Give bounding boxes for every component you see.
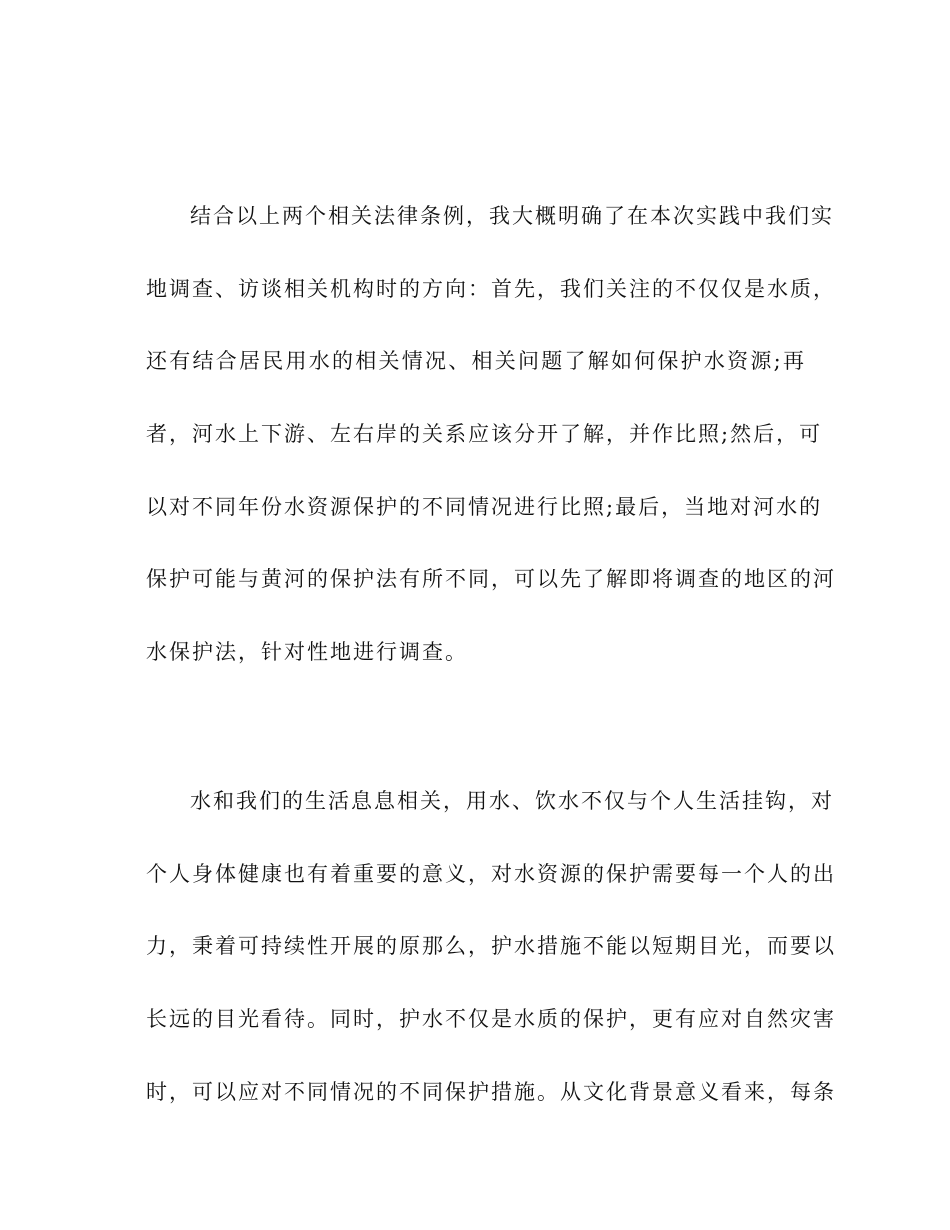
paragraph-line: 水保护法，针对性地进行调查。 bbox=[146, 640, 468, 665]
paragraph-2 bbox=[146, 785, 836, 1148]
paragraph-line: 个人身体健康也有着重要的意义，对水资源的保护需要每一个人的出 bbox=[146, 861, 836, 886]
paragraph-line: 时，可以应对不同情况的不同保护措施。从文化背景意义看来，每条 bbox=[146, 1079, 836, 1104]
paragraph-1 bbox=[146, 200, 836, 709]
paragraph-line: 力，秉着可持续性开展的原那么，护水措施不能以短期目光，而要以 bbox=[146, 934, 836, 959]
paragraph-line: 还有结合居民用水的相关情况、相关问题了解如何保护水资源;再 bbox=[146, 349, 806, 374]
paragraph-line: 结合以上两个相关法律条例，我大概明确了在本次实践中我们实 bbox=[190, 204, 834, 228]
paragraph-line: 保护可能与黄河的保护法有所不同，可以先了解即将调查的地区的河 bbox=[146, 567, 836, 592]
paragraph-line: 长远的目光看待。同时，护水不仅是水质的保护，更有应对自然灾害 bbox=[146, 1007, 836, 1032]
paragraph-line: 地调查、访谈相关机构时的方向：首先，我们关注的不仅仅是水质， bbox=[146, 276, 836, 301]
paragraph-line: 水和我们的生活息息相关，用水、饮水不仅与个人生活挂钩，对 bbox=[190, 789, 834, 813]
paragraph-line: 者，河水上下游、左右岸的关系应该分开了解，并作比照;然后，可 bbox=[146, 422, 823, 447]
paragraph-line: 以对不同年份水资源保护的不同情况进行比照;最后，当地对河水的 bbox=[146, 494, 823, 519]
